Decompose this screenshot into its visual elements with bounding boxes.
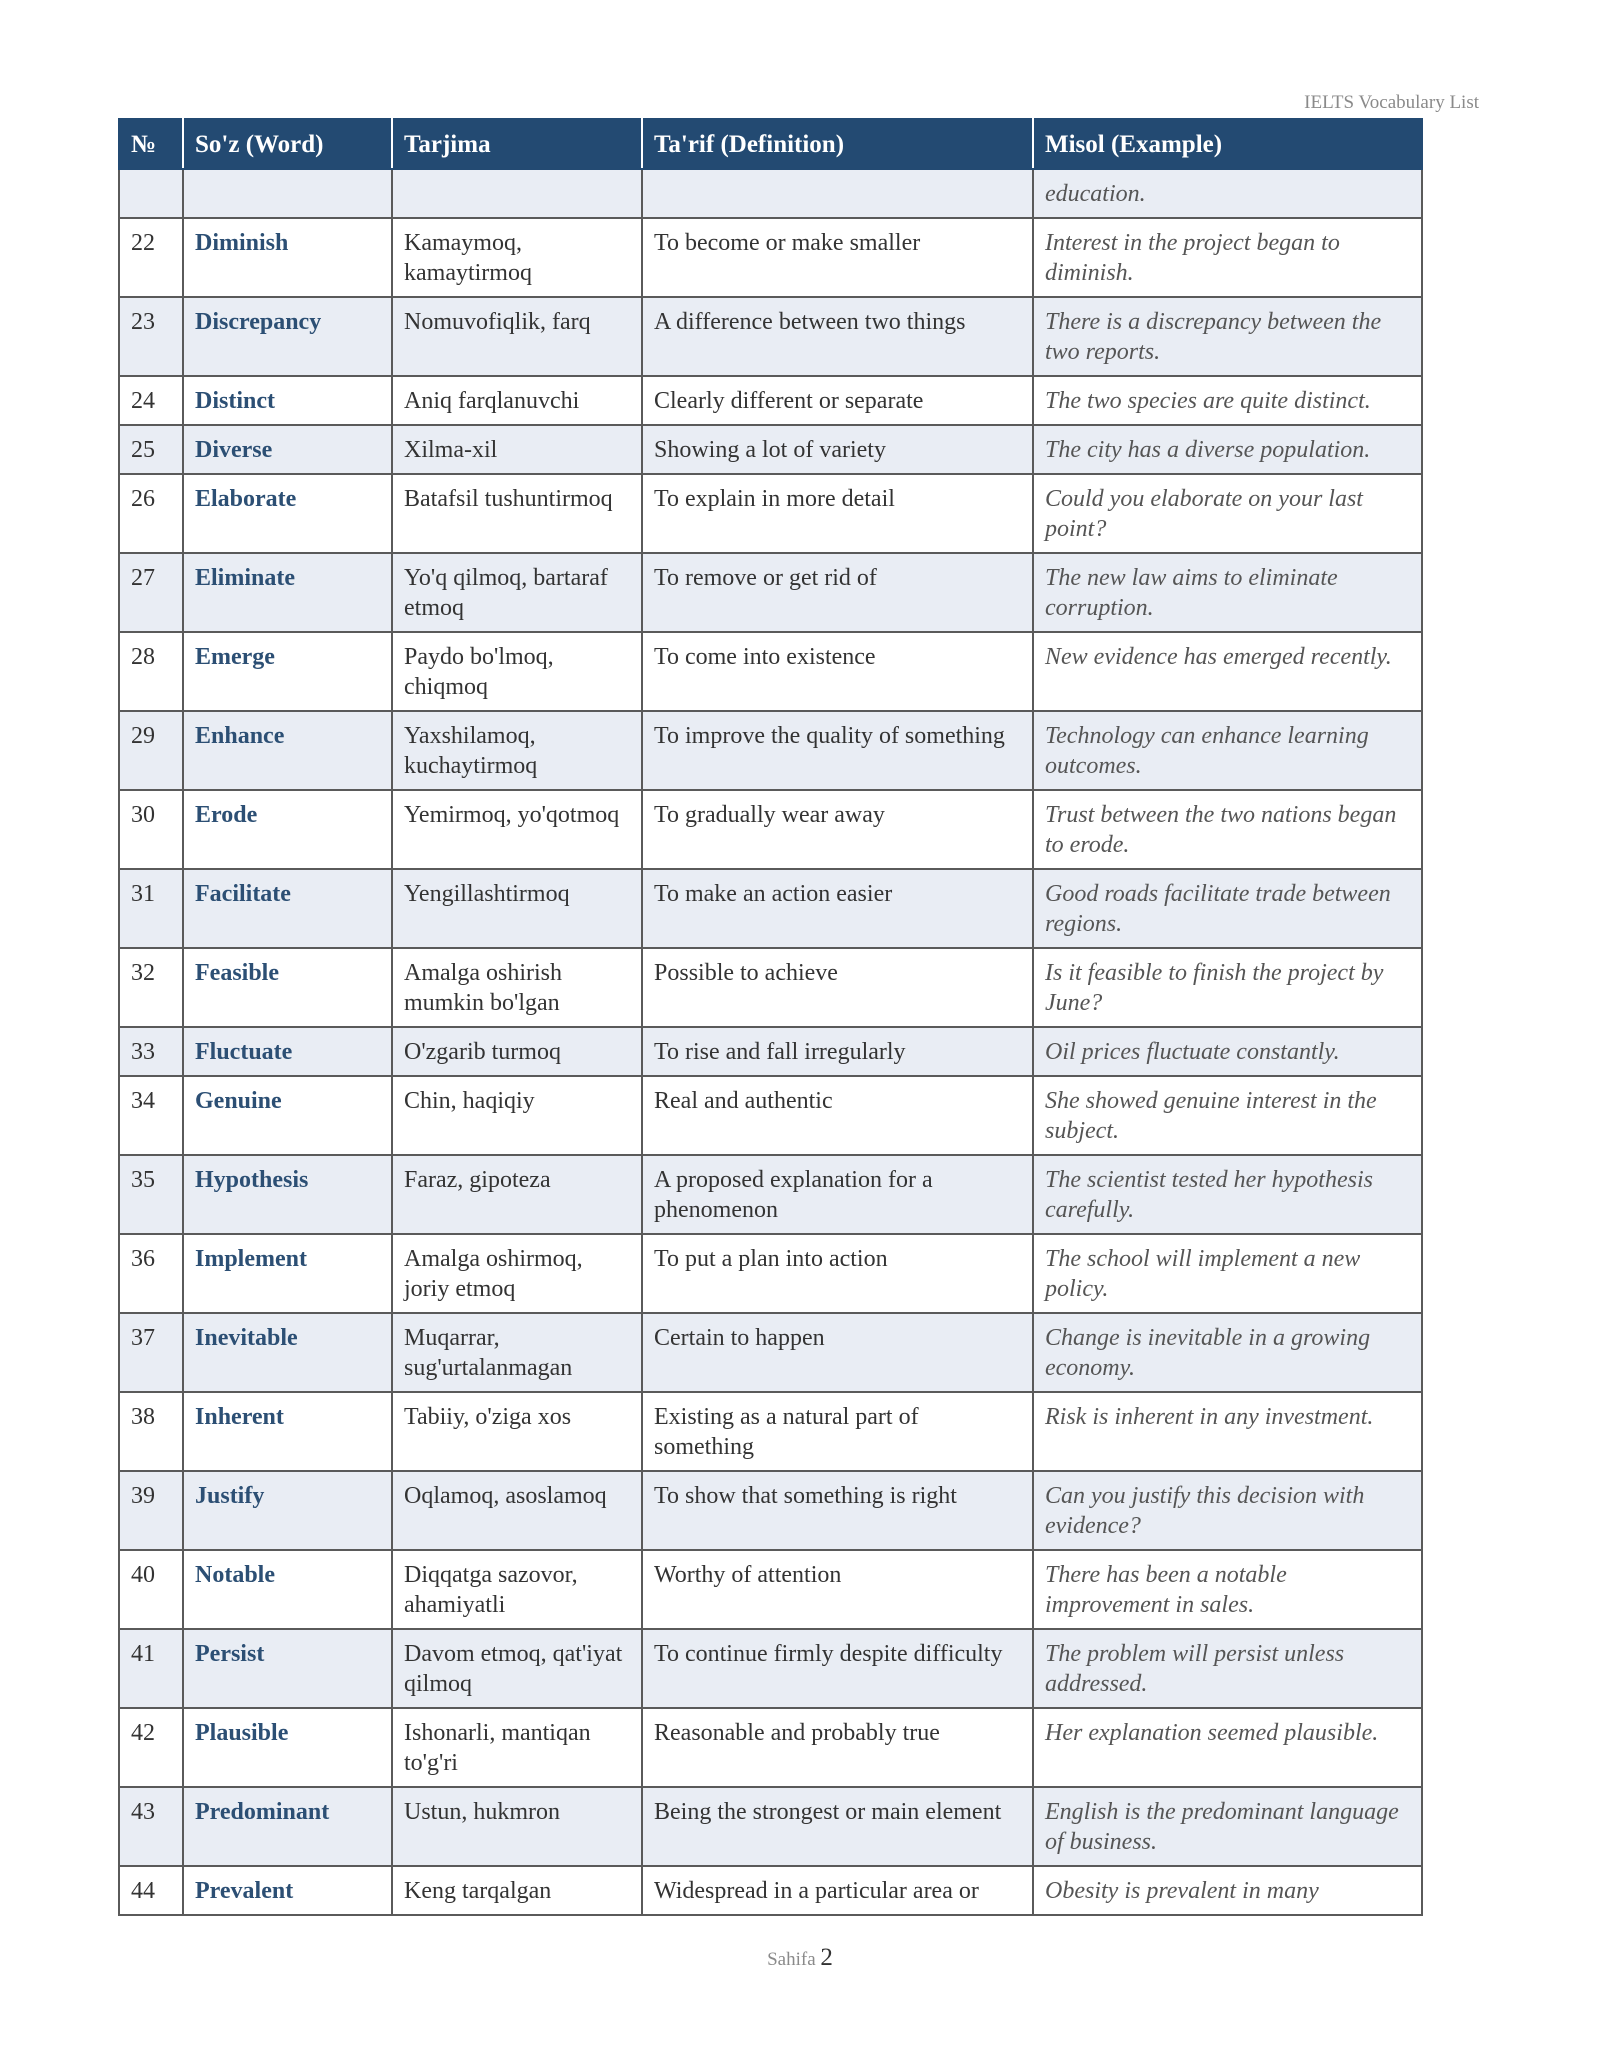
cell-number: 25 xyxy=(119,425,183,474)
cell-word: Notable xyxy=(183,1550,392,1629)
cell-definition: To show that something is right xyxy=(642,1471,1033,1550)
cell-definition: To make an action easier xyxy=(642,869,1033,948)
cell-word: Implement xyxy=(183,1234,392,1313)
cell-word: Inherent xyxy=(183,1392,392,1471)
cell-translation: Kamaymoq, kamaytirmoq xyxy=(392,218,642,297)
cell-translation: Nomuvofiqlik, farq xyxy=(392,297,642,376)
table-row xyxy=(119,711,1422,790)
cell-example: Could you elaborate on your last point? xyxy=(1033,474,1422,553)
cell-number: 39 xyxy=(119,1471,183,1550)
cell-example: education. xyxy=(1033,169,1422,218)
table-row xyxy=(119,376,1422,425)
cell-translation: Muqarrar, sug'urtalanmagan xyxy=(392,1313,642,1392)
cell-number: 41 xyxy=(119,1629,183,1708)
cell-translation: Yengillashtirmoq xyxy=(392,869,642,948)
cell-example: The city has a diverse population. xyxy=(1033,425,1422,474)
cell-definition: Existing as a natural part of something xyxy=(642,1392,1033,1471)
cell-number: 28 xyxy=(119,632,183,711)
cell-example: Change is inevitable in a growing economy. xyxy=(1033,1313,1422,1392)
cell-translation: O'zgarib turmoq xyxy=(392,1027,642,1076)
cell-definition: To rise and fall irregularly xyxy=(642,1027,1033,1076)
cell-number: 35 xyxy=(119,1155,183,1234)
cell-word xyxy=(183,169,392,218)
cell-translation: Batafsil tushuntirmoq xyxy=(392,474,642,553)
cell-translation: Faraz, gipoteza xyxy=(392,1155,642,1234)
cell-definition: Widespread in a particular area or xyxy=(642,1866,1033,1915)
cell-number: 43 xyxy=(119,1787,183,1866)
cell-word: Facilitate xyxy=(183,869,392,948)
cell-example: Technology can enhance learning outcomes. xyxy=(1033,711,1422,790)
cell-definition: To explain in more detail xyxy=(642,474,1033,553)
vocabulary-table xyxy=(118,118,1423,1916)
cell-number: 44 xyxy=(119,1866,183,1915)
header-row xyxy=(119,119,1422,169)
cell-definition: Being the strongest or main element xyxy=(642,1787,1033,1866)
table-row xyxy=(119,297,1422,376)
page-number: 2 xyxy=(820,1944,833,1971)
cell-example: The problem will persist unless addressed. xyxy=(1033,1629,1422,1708)
cell-number: 38 xyxy=(119,1392,183,1471)
cell-word: Erode xyxy=(183,790,392,869)
table-row xyxy=(119,1313,1422,1392)
cell-word: Distinct xyxy=(183,376,392,425)
cell-definition: To remove or get rid of xyxy=(642,553,1033,632)
cell-definition: Clearly different or separate xyxy=(642,376,1033,425)
cell-definition: Possible to achieve xyxy=(642,948,1033,1027)
cell-translation: Tabiiy, o'ziga xos xyxy=(392,1392,642,1471)
cell-example: There has been a notable improvement in sales. xyxy=(1033,1550,1422,1629)
cell-example: Good roads facilitate trade between regions. xyxy=(1033,869,1422,948)
cell-definition: To put a plan into action xyxy=(642,1234,1033,1313)
table-row xyxy=(119,790,1422,869)
cell-number: 31 xyxy=(119,869,183,948)
cell-example: The new law aims to eliminate corruption. xyxy=(1033,553,1422,632)
table-row xyxy=(119,1550,1422,1629)
cell-example: English is the predominant language of business. xyxy=(1033,1787,1422,1866)
cell-number: 24 xyxy=(119,376,183,425)
cell-translation: Davom etmoq, qat'iyat qilmoq xyxy=(392,1629,642,1708)
cell-definition: A difference between two things xyxy=(642,297,1033,376)
cell-word: Inevitable xyxy=(183,1313,392,1392)
cell-translation: Ustun, hukmron xyxy=(392,1787,642,1866)
table-row xyxy=(119,948,1422,1027)
cell-translation: Amalga oshirish mumkin bo'lgan xyxy=(392,948,642,1027)
cell-number: 26 xyxy=(119,474,183,553)
column-header-example: Misol (Example) xyxy=(1033,119,1422,169)
cell-number: 27 xyxy=(119,553,183,632)
cell-word: Diminish xyxy=(183,218,392,297)
cell-definition: To gradually wear away xyxy=(642,790,1033,869)
cell-number: 34 xyxy=(119,1076,183,1155)
column-header-number: № xyxy=(119,119,183,169)
cell-definition xyxy=(642,169,1033,218)
cell-example: She showed genuine interest in the subject. xyxy=(1033,1076,1422,1155)
cell-example: Is it feasible to finish the project by June? xyxy=(1033,948,1422,1027)
cell-word: Plausible xyxy=(183,1708,392,1787)
table-row xyxy=(119,425,1422,474)
page-label: Sahifa xyxy=(767,1949,816,1970)
table-row xyxy=(119,869,1422,948)
cell-number: 23 xyxy=(119,297,183,376)
cell-example: Her explanation seemed plausible. xyxy=(1033,1708,1422,1787)
cell-word: Enhance xyxy=(183,711,392,790)
cell-definition: Worthy of attention xyxy=(642,1550,1033,1629)
cell-definition: Showing a lot of variety xyxy=(642,425,1033,474)
cell-translation: Ishonarli, mantiqan to'g'ri xyxy=(392,1708,642,1787)
cell-definition: To come into existence xyxy=(642,632,1033,711)
cell-number: 36 xyxy=(119,1234,183,1313)
table-row xyxy=(119,1392,1422,1471)
cell-word: Feasible xyxy=(183,948,392,1027)
table-row xyxy=(119,218,1422,297)
cell-example: The school will implement a new policy. xyxy=(1033,1234,1422,1313)
table-header xyxy=(119,119,1422,169)
cell-definition: To improve the quality of something xyxy=(642,711,1033,790)
cell-number: 32 xyxy=(119,948,183,1027)
table-row xyxy=(119,1787,1422,1866)
cell-translation: Keng tarqalgan xyxy=(392,1866,642,1915)
cell-translation: Aniq farqlanuvchi xyxy=(392,376,642,425)
cell-number: 42 xyxy=(119,1708,183,1787)
cell-example: Interest in the project began to diminish. xyxy=(1033,218,1422,297)
cell-number xyxy=(119,169,183,218)
cell-definition: A proposed explanation for a phenomenon xyxy=(642,1155,1033,1234)
table-row xyxy=(119,474,1422,553)
cell-example: Can you justify this decision with evidence? xyxy=(1033,1471,1422,1550)
table-row xyxy=(119,1027,1422,1076)
cell-definition: Certain to happen xyxy=(642,1313,1033,1392)
table-row xyxy=(119,1708,1422,1787)
table-row xyxy=(119,1866,1422,1915)
page-footer xyxy=(0,1944,1600,1972)
cell-word: Persist xyxy=(183,1629,392,1708)
cell-example: Trust between the two nations began to erode. xyxy=(1033,790,1422,869)
cell-number: 33 xyxy=(119,1027,183,1076)
table-row xyxy=(119,1629,1422,1708)
table-row xyxy=(119,1076,1422,1155)
cell-translation: Paydo bo'lmoq, chiqmoq xyxy=(392,632,642,711)
cell-translation xyxy=(392,169,642,218)
cell-word: Emerge xyxy=(183,632,392,711)
cell-example: Obesity is prevalent in many xyxy=(1033,1866,1422,1915)
cell-translation: Amalga oshirmoq, joriy etmoq xyxy=(392,1234,642,1313)
column-header-definition: Ta'rif (Definition) xyxy=(642,119,1033,169)
cell-translation: Yaxshilamoq, kuchaytirmoq xyxy=(392,711,642,790)
cell-word: Justify xyxy=(183,1471,392,1550)
table-row xyxy=(119,169,1422,218)
table-row xyxy=(119,1471,1422,1550)
cell-word: Hypothesis xyxy=(183,1155,392,1234)
cell-word: Elaborate xyxy=(183,474,392,553)
cell-translation: Chin, haqiqiy xyxy=(392,1076,642,1155)
cell-example: The scientist tested her hypothesis carefully. xyxy=(1033,1155,1422,1234)
cell-example: New evidence has emerged recently. xyxy=(1033,632,1422,711)
cell-word: Genuine xyxy=(183,1076,392,1155)
cell-number: 30 xyxy=(119,790,183,869)
table-row xyxy=(119,1155,1422,1234)
cell-translation: Xilma-xil xyxy=(392,425,642,474)
cell-translation: Yo'q qilmoq, bartaraf etmoq xyxy=(392,553,642,632)
table-row xyxy=(119,553,1422,632)
cell-definition: Real and authentic xyxy=(642,1076,1033,1155)
cell-word: Predominant xyxy=(183,1787,392,1866)
page-header-title: IELTS Vocabulary List xyxy=(1304,92,1479,113)
cell-number: 40 xyxy=(119,1550,183,1629)
cell-example: Oil prices fluctuate constantly. xyxy=(1033,1027,1422,1076)
cell-number: 22 xyxy=(119,218,183,297)
column-header-translation: Tarjima xyxy=(392,119,642,169)
cell-translation: Diqqatga sazovor, ahamiyatli xyxy=(392,1550,642,1629)
table-row xyxy=(119,632,1422,711)
table-body xyxy=(119,169,1422,1915)
cell-translation: Oqlamoq, asoslamoq xyxy=(392,1471,642,1550)
table-row xyxy=(119,1234,1422,1313)
cell-word: Prevalent xyxy=(183,1866,392,1915)
cell-word: Discrepancy xyxy=(183,297,392,376)
cell-definition: To become or make smaller xyxy=(642,218,1033,297)
cell-example: There is a discrepancy between the two reports. xyxy=(1033,297,1422,376)
cell-number: 37 xyxy=(119,1313,183,1392)
cell-translation: Yemirmoq, yo'qotmoq xyxy=(392,790,642,869)
column-header-word: So'z (Word) xyxy=(183,119,392,169)
cell-definition: Reasonable and probably true xyxy=(642,1708,1033,1787)
cell-word: Eliminate xyxy=(183,553,392,632)
cell-example: The two species are quite distinct. xyxy=(1033,376,1422,425)
cell-word: Diverse xyxy=(183,425,392,474)
cell-word: Fluctuate xyxy=(183,1027,392,1076)
cell-number: 29 xyxy=(119,711,183,790)
cell-definition: To continue firmly despite difficulty xyxy=(642,1629,1033,1708)
cell-example: Risk is inherent in any investment. xyxy=(1033,1392,1422,1471)
